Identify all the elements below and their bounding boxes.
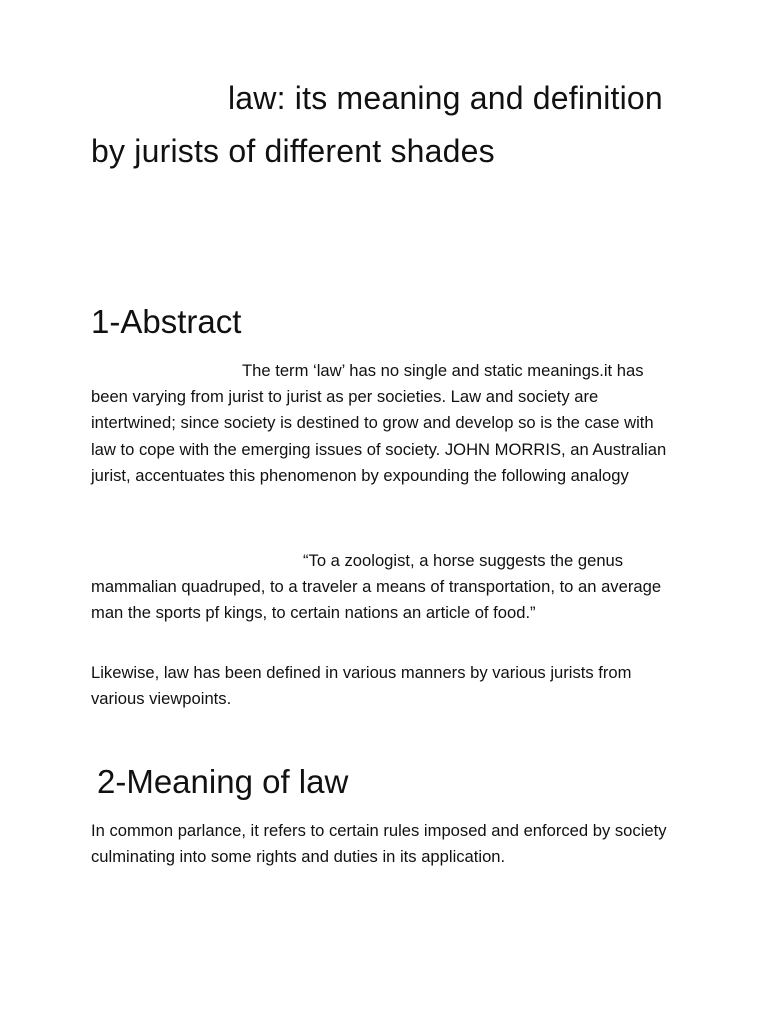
quote-paragraph: “To a zoologist, a horse suggests the genus mammalian quadruped, to a traveler a means of transportation, to an average man the sports pf kings, to certain nations an article of food.” xyxy=(91,551,662,623)
abstract-paragraph: The term ‘law’ has no single and static meanings.it has been varying from jurist to jurist as per societies. Law and society are intertwined; since society is destined to grow and develop so is the case with law to cope with the emerging issues of society. JOHN MORRIS, an Australian jurist, accentuates this phenomenon by expounding the following analogy xyxy=(91,361,667,485)
document-title: law: its meaning and definition by jurists of different shades xyxy=(91,80,663,169)
section-heading-meaning-of-law: 2-Meaning of law xyxy=(97,763,349,800)
section-heading-abstract: 1-Abstract xyxy=(91,303,242,340)
likewise-paragraph: Likewise, law has been defined in various manners by various jurists from various viewpoints. xyxy=(91,663,632,709)
meaning-paragraph: In common parlance, it refers to certain rules imposed and enforced by society culminating into some rights and duties in its application. xyxy=(91,821,667,867)
